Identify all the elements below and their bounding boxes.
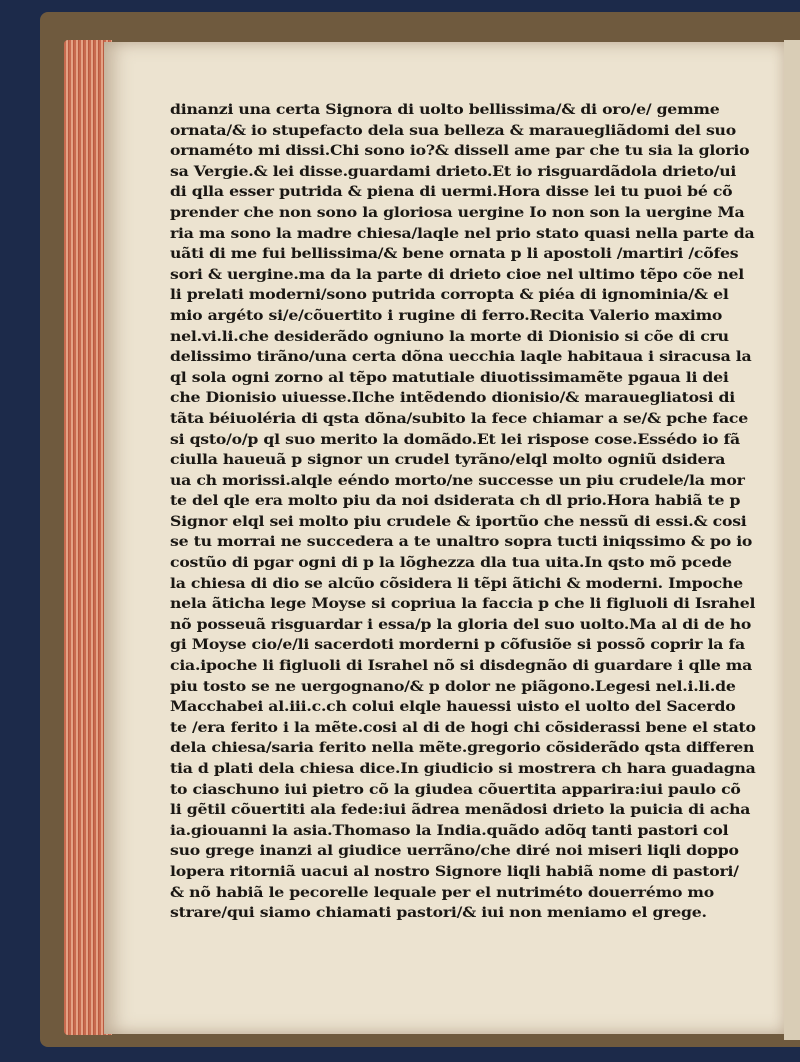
text-line: cia.ipoche li figluoli di Israhel nõ si disdegnão di guardare i qlle ma <box>170 658 753 675</box>
text-line: nela ãticha lege Moyse si copriua la faccia p che li figluoli di Israhel <box>170 596 756 613</box>
text-line: ria ma sono la madre chiesa/laqle nel prio stato quasi nella parte da <box>170 225 755 242</box>
text-line: che Dionisio uiuesse.Ilche intẽdendo dionisio/& marauegliatosi di <box>170 390 735 407</box>
text-line: Signor elql sei molto piu crudele & iportũo che nessũ di essi.& cosi <box>170 513 747 530</box>
text-line: mio argéto si/e/cõuertito i rugine di ferro.Recita Valerio maximo <box>170 307 723 324</box>
text-line: sori & uergine.ma da la parte di drieto cioe nel ultimo tẽpo cõe nel <box>170 266 744 283</box>
text-line: ia.giouanni la asia.Thomaso la India.quãdo adõq tanti pastori col <box>170 822 729 839</box>
text-line: li gẽtil cõuertiti ala fede:iui ãdrea menãdosi drieto la puicia di acha <box>170 802 751 819</box>
text-line: dela chiesa/saria ferito nella mẽte.gregorio cõsiderãdo qsta differen <box>170 740 755 757</box>
text-line: strare/qui siamo chiamati pastori/& iui non meniamo el grege. <box>170 905 707 922</box>
text-line: delissimo tirãno/una certa dõna uecchia laqle habitaua i siracusa la <box>170 349 752 366</box>
text-line: tia d plati dela chiesa dice.In giudicio si mostrera ch hara guadagna <box>170 761 756 777</box>
text-line: Macchabei al.iii.c.ch colui elqle hauessi uisto el uolto del Sacerdo <box>170 699 736 716</box>
text-line: uãti di me fui bellissima/& bene ornata p li apostoli /martiri /cõfes <box>170 246 739 263</box>
facing-page-edge <box>784 40 800 1040</box>
text-line: dinanzi una certa Signora di uolto bellissima/& di oro/e/ gemme <box>170 102 720 118</box>
text-line: to ciaschuno iui pietro cõ la giudea cõuertita apparira:iui paulo cõ <box>170 781 741 798</box>
text-line: ciulla haueuã p signor un crudel tyrãno/elql molto ogniũ dsidera <box>170 452 726 469</box>
text-line: tãta béiuoléria di qsta dõna/subito la fece chiamar a se/& pche face <box>170 410 748 427</box>
book-page <box>104 42 784 1034</box>
text-line: nõ posseuã risguardar i essa/p la gloria del suo uolto.Ma al di de ho <box>170 616 752 633</box>
text-line: ua ch morissi.alqle eéndo morto/ne successe un piu crudele/la mor <box>170 472 745 489</box>
text-line: la chiesa di dio se alcũo cõsidera li tẽpi ãtichi & moderni. Impoche <box>170 575 743 592</box>
text-line: se tu morrai ne succedera a te unaltro sopra tucti iniqssimo & po io <box>170 534 753 551</box>
text-line: di qlla esser putrida & piena di uermi.Hora disse lei tu puoi bé cõ <box>170 184 733 201</box>
text-line: prender che non sono la gloriosa uergine Io non son la uergine Ma <box>170 204 745 221</box>
text-line: sa Vergie.& lei disse.guardami drieto.Et io risguardãdola drieto/ui <box>170 163 737 180</box>
text-line: piu tosto se ne uergognano/& p dolor ne piãgono.Legesi nel.i.li.de <box>170 678 736 695</box>
text-line: ql sola ogni zorno al tẽpo matutiale diuotissimamẽte pgaua li dei <box>170 369 729 386</box>
text-line: si qsto/o/p ql suo merito la domãdo.Et lei rispose cose.Essédo io fã <box>170 431 740 448</box>
text-line: gi Moyse cio/e/li sacerdoti morderni p cõfusiõe si possõ coprir la fa <box>170 637 745 654</box>
text-line: ornaméto mi dissi.Chi sono io?& dissell ame par che tu sia la glorio <box>170 143 750 160</box>
page-text <box>170 100 770 924</box>
text-line: costũo di pgar ogni di p la lõghezza dla tua uita.In qsto mõ pcede <box>170 555 732 572</box>
text-line: & nõ habiã le pecorelle lequale per el nutriméto douerrémo mo <box>170 884 715 901</box>
text-line: li prelati moderni/sono putrida corropta & piéa di ignominia/& el <box>170 287 729 304</box>
text-line: suo grege inanzi al giudice uerrãno/che diré noi miseri liqli doppo <box>170 843 739 860</box>
text-line: lopera ritorniã uacui al nostro Signore liqli habiã nome di pastori/ <box>170 863 739 880</box>
text-line: te del qle era molto piu da noi dsiderata ch dl prio.Hora habiã te p <box>170 493 741 510</box>
text-line: nel.vi.li.che desiderãdo ogniuno la morte di Dionisio si cõe di cru <box>170 328 729 345</box>
text-line: ornata/& io stupefacto dela sua belleza & marauegliãdomi del suo <box>170 122 736 139</box>
text-line: te /era ferito i la mẽte.cosi al di de hogi chi cõsiderassi bene el stato <box>170 719 756 736</box>
